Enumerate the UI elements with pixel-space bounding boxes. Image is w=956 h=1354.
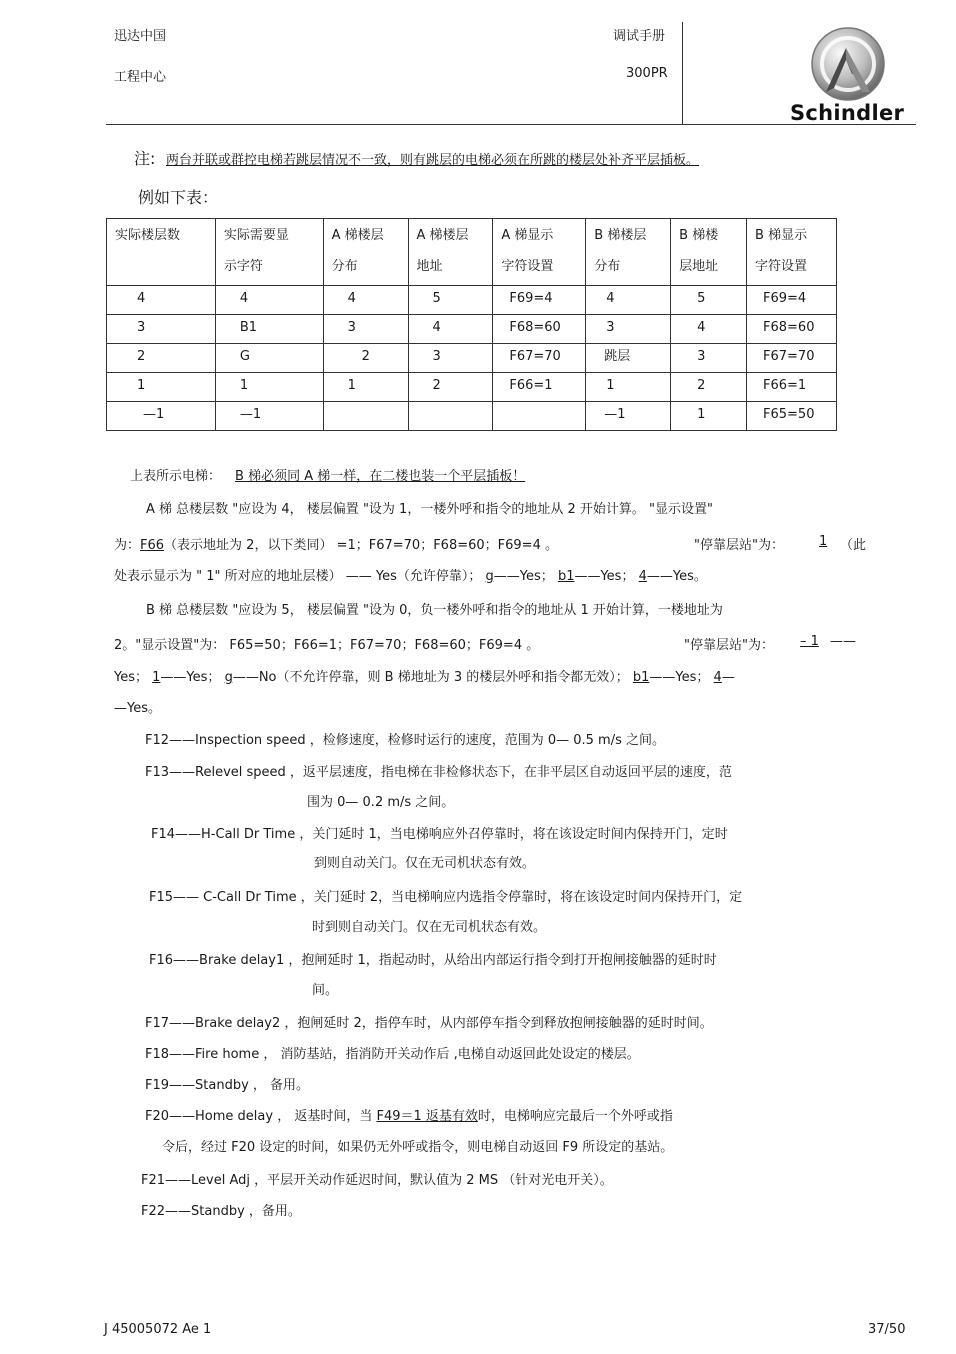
- floor-mapping-table: [106, 218, 837, 431]
- param-f16: F16——Brake delay1 ，抱闸延时 1，指起动时，从给出内部运行指令到打开抱闸接触器的延时时: [149, 953, 717, 968]
- doc-title: 调试手册: [613, 29, 666, 44]
- table-cell: 1: [215, 373, 323, 402]
- param-f18: F18——Fire home ， 消防基站，指消防开关动作后 ,电梯自动返回此处设定的楼层。: [145, 1047, 640, 1062]
- table-cell: F69=4: [493, 286, 586, 315]
- table-header-cell: A 梯楼层 分布: [323, 219, 408, 286]
- param-f20: F20——Home delay ， 返基时间，当 F49＝1 返基有效时，电梯响应完最后一个外呼或指: [145, 1109, 673, 1124]
- footer-page-number: 37/50: [868, 1322, 906, 1337]
- param-f22: F22——Standby ，备用。: [141, 1204, 301, 1219]
- param-f12: F12——Inspection speed ，检修速度，检修时运行的速度，范围为 0— 0.5 m/s 之间。: [145, 733, 665, 748]
- table-cell: 3: [586, 315, 671, 344]
- table-cell: 4: [586, 286, 671, 315]
- table-cell: G: [215, 344, 323, 373]
- table-cell: 2: [671, 373, 747, 402]
- table-cell: 1: [671, 402, 747, 431]
- lift-a-line-2: 为：F66（表示地址为 2，以下类同） =1；F67=70；F68=60；F69=4 。 "停靠层站"为： 1 （此: [114, 534, 867, 553]
- department-name: 工程中心: [114, 70, 167, 85]
- table-cell: 2: [107, 344, 216, 373]
- note-text: 两台并联或群控电梯若跳层情况不一致，则有跳层的电梯必须在所跳的楼层处补齐平层插板。: [166, 153, 700, 168]
- lift-a-line-1: A 梯 总楼层数 "应设为 4， 楼层偏置 "设为 1，一楼外呼和指令的地址从 2 开始计算。 "显示设置": [146, 502, 713, 517]
- table-cell: —1: [586, 402, 671, 431]
- table-cell: 5: [408, 286, 493, 315]
- table-header-cell: A 梯显示 字符设置: [493, 219, 586, 286]
- f49-condition: F49＝1 返基有效: [376, 1109, 478, 1124]
- table-cell: F67=70: [747, 344, 837, 373]
- table-cell: 跳层: [586, 344, 671, 373]
- table-cell: F66=1: [493, 373, 586, 402]
- schindler-logo-icon: [808, 26, 888, 102]
- table-header-cell: B 梯楼层 分布: [586, 219, 671, 286]
- summary-label: 上表所示电梯：: [130, 469, 222, 484]
- param-f13: F13——Relevel speed ，返平层速度，指电梯在非检修状态下，在非平层区自动返回平层的速度，范: [145, 765, 732, 780]
- param-f16-cont: 间。: [312, 983, 339, 998]
- table-row: [107, 315, 837, 344]
- table-cell: —1: [215, 402, 323, 431]
- table-cell: 5: [671, 286, 747, 315]
- summary-line: [130, 465, 525, 484]
- param-f17: F17——Brake delay2 ，抱闸延时 2，指停车时，从内部停车指令到释放抱闸接触器的延时时间。: [145, 1016, 713, 1031]
- table-header-cell: A 梯楼层 地址: [408, 219, 493, 286]
- f66-link: F66: [140, 538, 165, 553]
- table-cell: 3: [323, 315, 408, 344]
- table-header-cell: 实际楼层数: [107, 219, 216, 286]
- param-f20-cont: 令后，经过 F20 设定的时间，如果仍无外呼或指令，则电梯自动返回 F9 所设定的基站。: [162, 1140, 674, 1155]
- table-cell: 3: [671, 344, 747, 373]
- table-cell: 3: [408, 344, 493, 373]
- table-row: [107, 402, 837, 431]
- param-f19: F19——Standby ， 备用。: [145, 1078, 310, 1093]
- lift-b-line-4: —Yes。: [114, 701, 161, 716]
- table-cell: 1: [107, 373, 216, 402]
- table-cell: 1: [323, 373, 408, 402]
- lift-b-line-2: 2。"显示设置"为： F65=50；F66=1；F67=70；F68=60；F69=4 。 "停靠层站"为： – 1 ——: [114, 634, 856, 653]
- model-number: 300PR: [626, 66, 668, 81]
- header-divider-vertical: [682, 22, 683, 125]
- example-heading: 例如下表：: [138, 188, 219, 207]
- table-cell: F68=60: [493, 315, 586, 344]
- param-f14: F14——H-Call Dr Time ，关门延时 1，当电梯响应外召停靠时，将在该设定时间内保持开门，定时: [151, 827, 728, 842]
- table-row: [107, 344, 837, 373]
- footer-doc-number: J 45005072 Ae 1: [104, 1322, 212, 1337]
- param-f15-cont: 时到则自动关门。仅在无司机状态有效。: [312, 920, 547, 935]
- table-cell: 1: [586, 373, 671, 402]
- lift-a-line-3: 处表示显示为 " 1" 所对应的地址层楼） —— Yes（允许停靠）； g——Yes； b1——Yes； 4——Yes。: [114, 569, 707, 584]
- table-cell: B1: [215, 315, 323, 344]
- summary-emphasis: B 梯必须同 A 梯一样，在二楼也装一个平层插板！: [235, 469, 526, 484]
- note-prefix: 注:: [134, 149, 156, 168]
- table-cell: 2: [408, 373, 493, 402]
- param-f15: F15—— C-Call Dr Time ，关门延时 2，当电梯响应内选指令停靠时，将在该设定时间内保持开门，定: [149, 890, 743, 905]
- company-name: 迅达中国: [114, 29, 167, 44]
- lift-b-line-3: Yes； 1——Yes； g——No（不允许停靠，则 B 梯地址为 3 的楼层外呼和指令都无效）； b1——Yes； 4—: [114, 670, 735, 685]
- table-row: [107, 286, 837, 315]
- param-f21: F21——Level Adj ，平层开关动作延迟时间，默认值为 2 MS （针对光电开关）。: [141, 1173, 613, 1188]
- table-cell: F66=1: [747, 373, 837, 402]
- table-header-cell: 实际需要显 示字符: [215, 219, 323, 286]
- table-cell: 2: [323, 344, 408, 373]
- lift-b-line-1: B 梯 总楼层数 "应设为 5， 楼层偏置 "设为 0，负一楼外呼和指令的地址从 1 开始计算，一楼地址为: [146, 603, 723, 618]
- table-cell: F68=60: [747, 315, 837, 344]
- table-cell: F67=70: [493, 344, 586, 373]
- table-cell: 4: [323, 286, 408, 315]
- table-cell: 4: [107, 286, 216, 315]
- table-cell: 4: [408, 315, 493, 344]
- table-cell: [323, 402, 408, 431]
- table-cell: [493, 402, 586, 431]
- param-f14-cont: 到则自动关门。仅在无司机状态有效。: [314, 856, 536, 871]
- table-cell: —1: [107, 402, 216, 431]
- table-cell: 4: [215, 286, 323, 315]
- table-cell: [408, 402, 493, 431]
- table-cell: F65=50: [747, 402, 837, 431]
- table-header-cell: B 梯显示 字符设置: [747, 219, 837, 286]
- param-f13-cont: 围为 0— 0.2 m/s 之间。: [307, 795, 455, 810]
- table-row: [107, 373, 837, 402]
- table-cell: 4: [671, 315, 747, 344]
- logo-wordmark: Schindler: [790, 101, 905, 125]
- table-header-cell: B 梯楼 层地址: [671, 219, 747, 286]
- table-header-row: [107, 219, 837, 286]
- table-cell: 3: [107, 315, 216, 344]
- table-cell: F69=4: [747, 286, 837, 315]
